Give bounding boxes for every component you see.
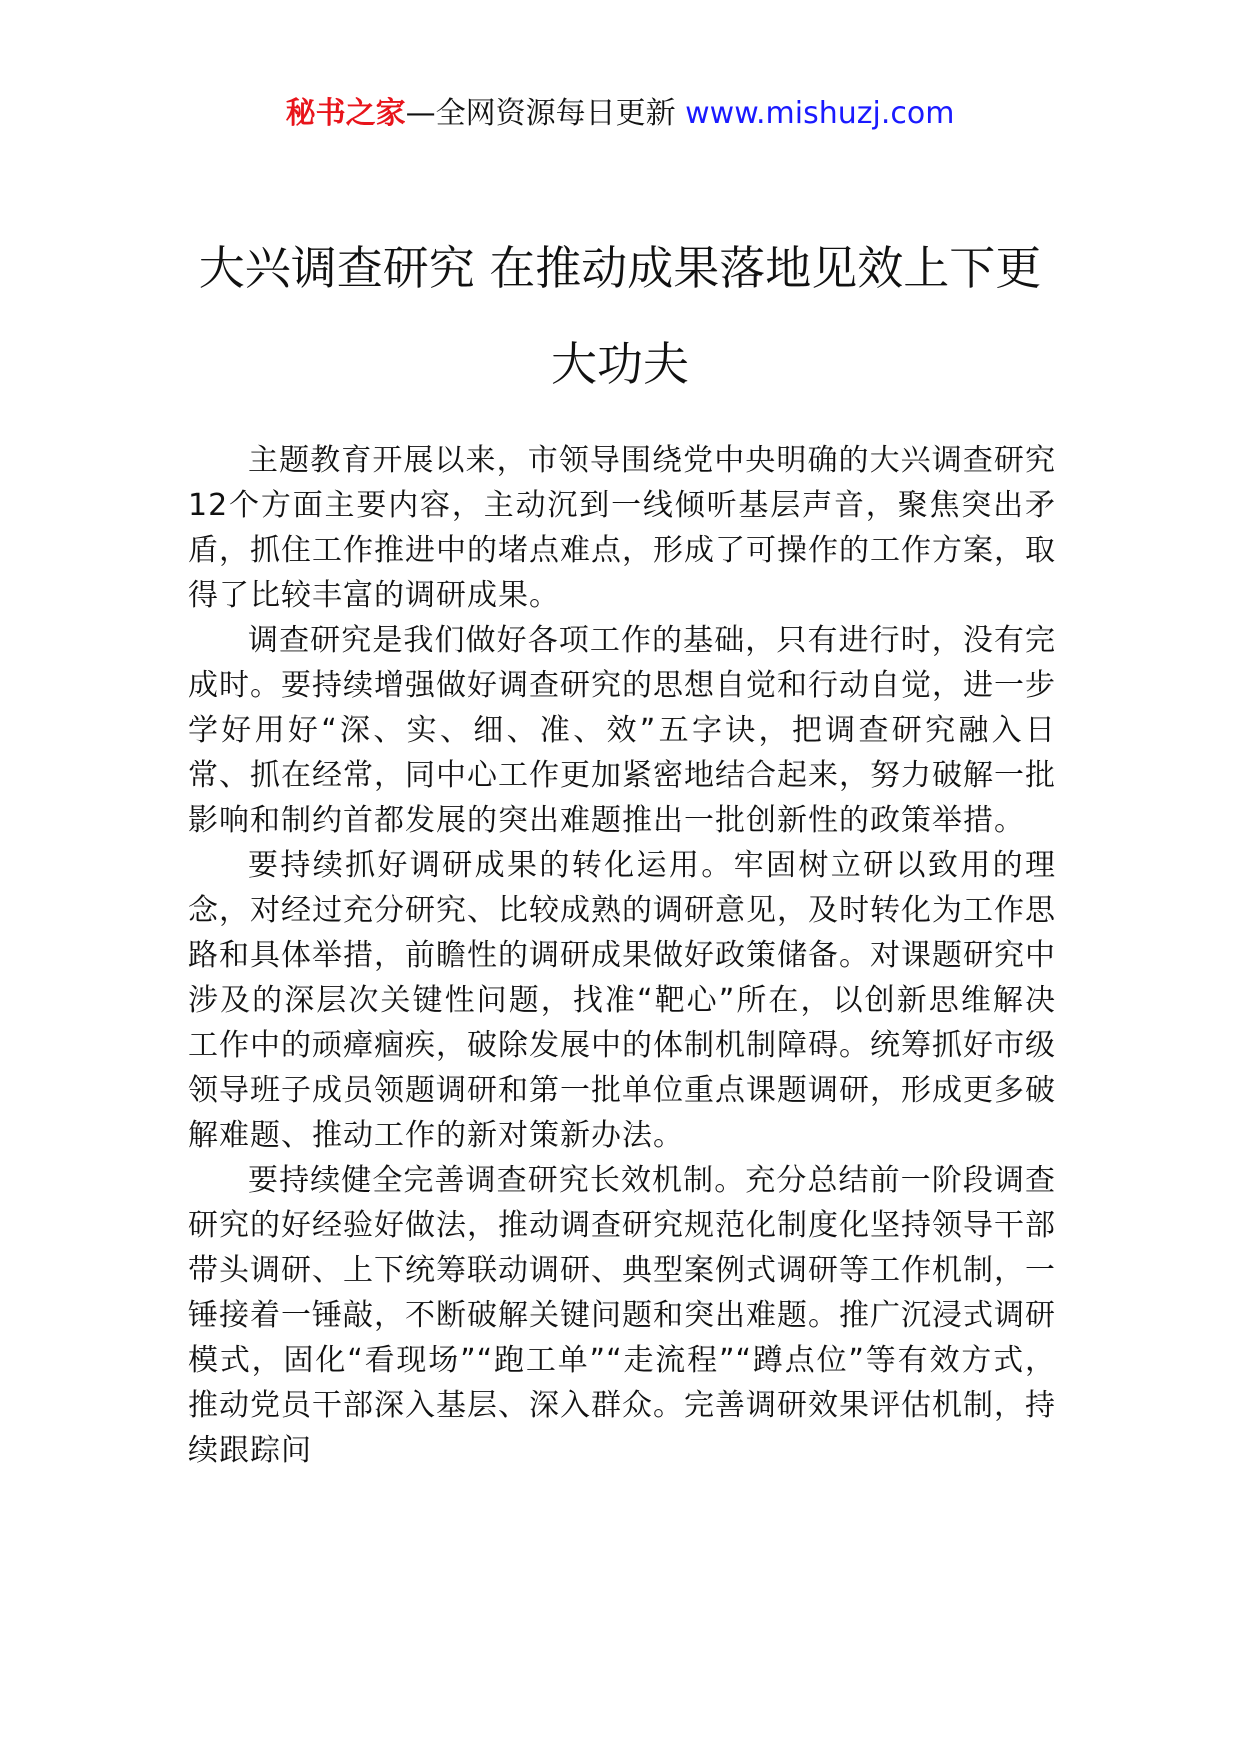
paragraph-2: 调查研究是我们做好各项工作的基础，只有进行时，没有完成时。要持续增强做好调查研究的思想自觉和行动自觉，进一步学好用好“深、实、细、准、效”五字诀，把调查研究融入日常、抓在经常，同中心工作更加紧密地结合起来，努力破解一批影响和制约首都发展的突出难题推出一批创新性的政策举措。: [188, 623, 1056, 838]
site-url-link[interactable]: www.mishuzj.com: [685, 96, 955, 131]
title-line-1: 大兴调查研究 在推动成果落地见效上下更: [198, 241, 1042, 295]
banner-slogan: —全网资源每日更新: [405, 96, 676, 131]
site-banner: [0, 92, 1240, 136]
document-body: [188, 438, 1056, 1473]
title-line-2: 大功夫: [551, 337, 689, 391]
paragraph-3: 要持续抓好调研成果的转化运用。牢固树立研以致用的理念，对经过充分研究、比较成熟的调研意见，及时转化为工作思路和具体举措，前瞻性的调研成果做好政策储备。对课题研究中涉及的深层次关键性问题，找准“靶心”所在，以创新思维解决工作中的顽瘴痼疾，破除发展中的体制机制障碍。统筹抓好市级领导班子成员领题调研和第一批单位重点课题调研，形成更多破解难题、推动工作的新对策新办法。: [188, 848, 1056, 1153]
paragraph-4: 要持续健全完善调查研究长效机制。充分总结前一阶段调查研究的好经验好做法，推动调查研究规范化制度化坚持领导干部带头调研、上下统筹联动调研、典型案例式调研等工作机制，一锤接着一锤敲，不断破解关键问题和突出难题。推广沉浸式调研模式，固化“看现场”“跑工单”“走流程”“蹲点位”等有效方式，推动党员干部深入基层、深入群众。完善调研效果评估机制，持续跟踪问: [188, 1163, 1056, 1468]
paragraph-1: 主题教育开展以来，市领导围绕党中央明确的大兴调查研究12个方面主要内容，主动沉到一线倾听基层声音，聚焦突出矛盾，抓住工作推进中的堵点难点，形成了可操作的工作方案，取得了比较丰富的调研成果。: [188, 443, 1056, 613]
document-title: [130, 220, 1110, 412]
brand-name: 秘书之家: [285, 96, 406, 131]
